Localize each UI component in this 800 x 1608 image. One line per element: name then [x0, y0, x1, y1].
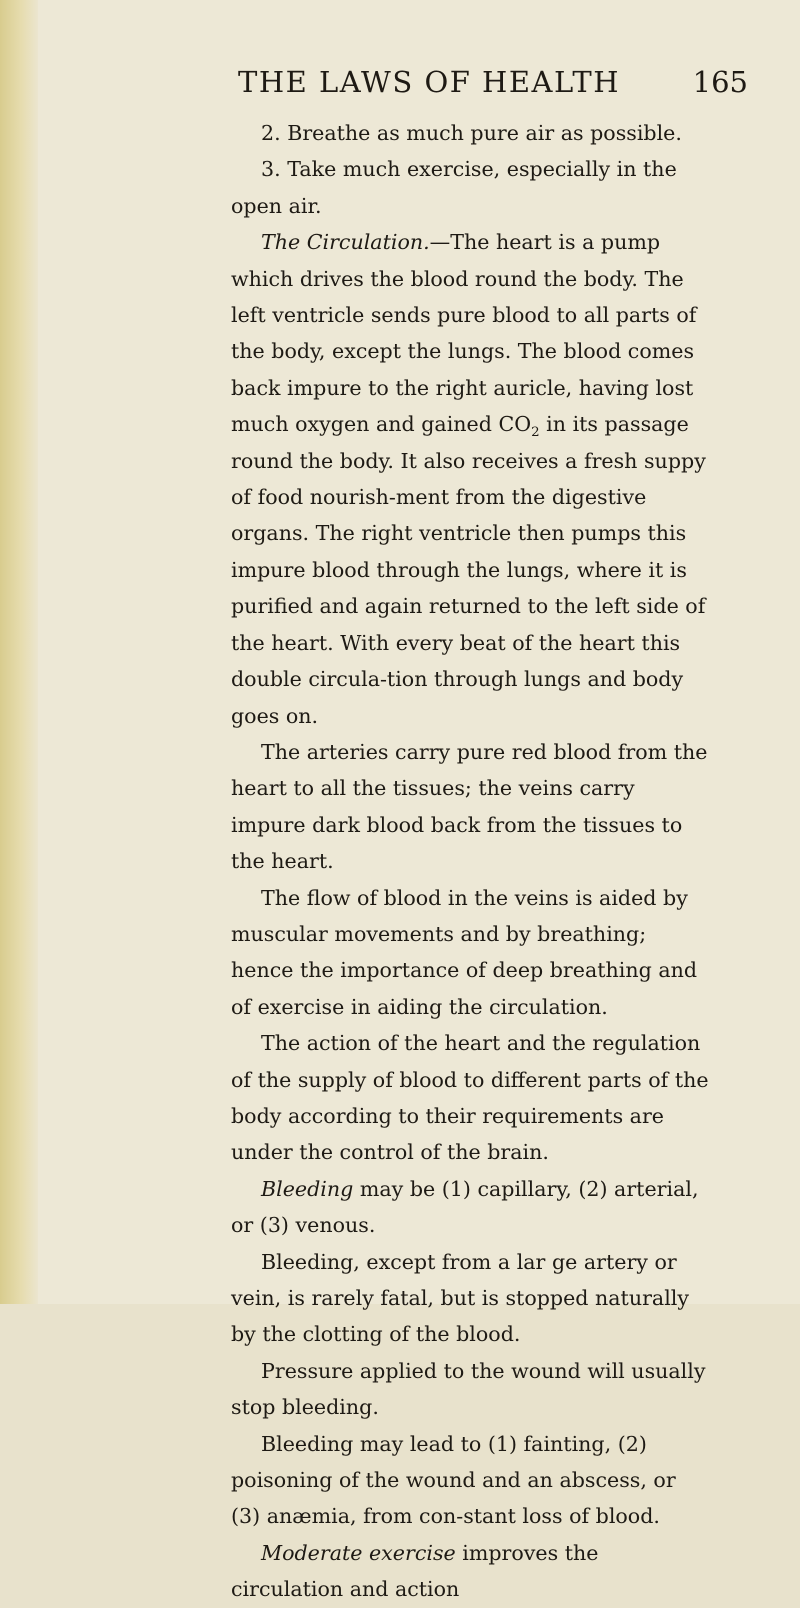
paragraph-breathe	[231, 115, 711, 151]
header-title: THE LAWS OF HEALTH	[238, 65, 620, 99]
paragraph-circulation	[231, 224, 711, 734]
paragraph-text: Bleeding may lead to (1) fainting, (2) poisoning of the wound and an abscess, or (3) anæmia, from con-stant loss of blood.	[231, 1431, 676, 1529]
body-text	[231, 115, 711, 1608]
paragraph-pressure	[231, 1353, 711, 1426]
page-number: 165	[692, 65, 748, 99]
paragraph-exercise	[231, 151, 711, 224]
paragraph-text: in its passage round the body. It also receives a fresh suppy of food nourish-ment from the digestive organs. The right ventricle then pumps this impure blood through the lungs, where it is purified and again returned to the left side of the heart. With every beat of the heart this double circula-tion through lungs and body goes on.	[231, 412, 706, 728]
section-heading-circulation: The Circulation.	[261, 230, 430, 255]
paragraph-bleeding-types	[231, 1171, 711, 1244]
paragraph-text: —The heart is a pump which drives the blood round the body. The left ventricle sends pure blood to all parts of the body, except the lungs. The blood comes back impure to the right auricle, having lost much oxygen and gained CO	[231, 230, 697, 437]
paragraph-moderate-exercise	[231, 1535, 711, 1608]
paragraph-bleeding-effects	[231, 1426, 711, 1535]
paragraph-text: may be (1) capillary, (2) arterial, or (3) venous.	[231, 1176, 699, 1238]
paragraph-text: Pressure applied to the wound will usually stop bleeding.	[231, 1358, 706, 1420]
section-heading-bleeding: Bleeding	[261, 1176, 354, 1201]
paragraph-veins	[231, 880, 711, 1026]
paragraph-text: Bleeding, except from a lar ge artery or vein, is rarely fatal, but is stopped naturally by the clotting of the blood.	[231, 1249, 690, 1347]
running-header	[38, 62, 800, 102]
paragraph-arteries	[231, 734, 711, 880]
paragraph-text: The arteries carry pure red blood from the heart to all the tissues; the veins carry impure dark blood back from the tissues to the heart.	[231, 739, 708, 874]
paragraph-text: The flow of blood in the veins is aided by muscular movements and by breathing; hence the importance of deep breathing and of exercise in aiding the circulation.	[231, 885, 698, 1019]
paragraph-text: improves the circulation and action	[231, 1540, 599, 1602]
subscript-two: 2	[531, 425, 540, 441]
section-heading-exercise: Moderate exercise	[261, 1540, 456, 1565]
paragraph-heart-control	[231, 1025, 711, 1171]
paragraph-text: The action of the heart and the regulation of the supply of blood to different parts of the body according to their requirements are under the control of the brain.	[231, 1031, 709, 1165]
paragraph-text: 3. Take much exercise, especially in the open air.	[231, 157, 677, 218]
paragraph-text: 2. Breathe as much pure air as possible.	[261, 121, 682, 145]
paragraph-bleeding-fatal	[231, 1244, 711, 1353]
page-edge-shadow	[0, 0, 38, 1304]
